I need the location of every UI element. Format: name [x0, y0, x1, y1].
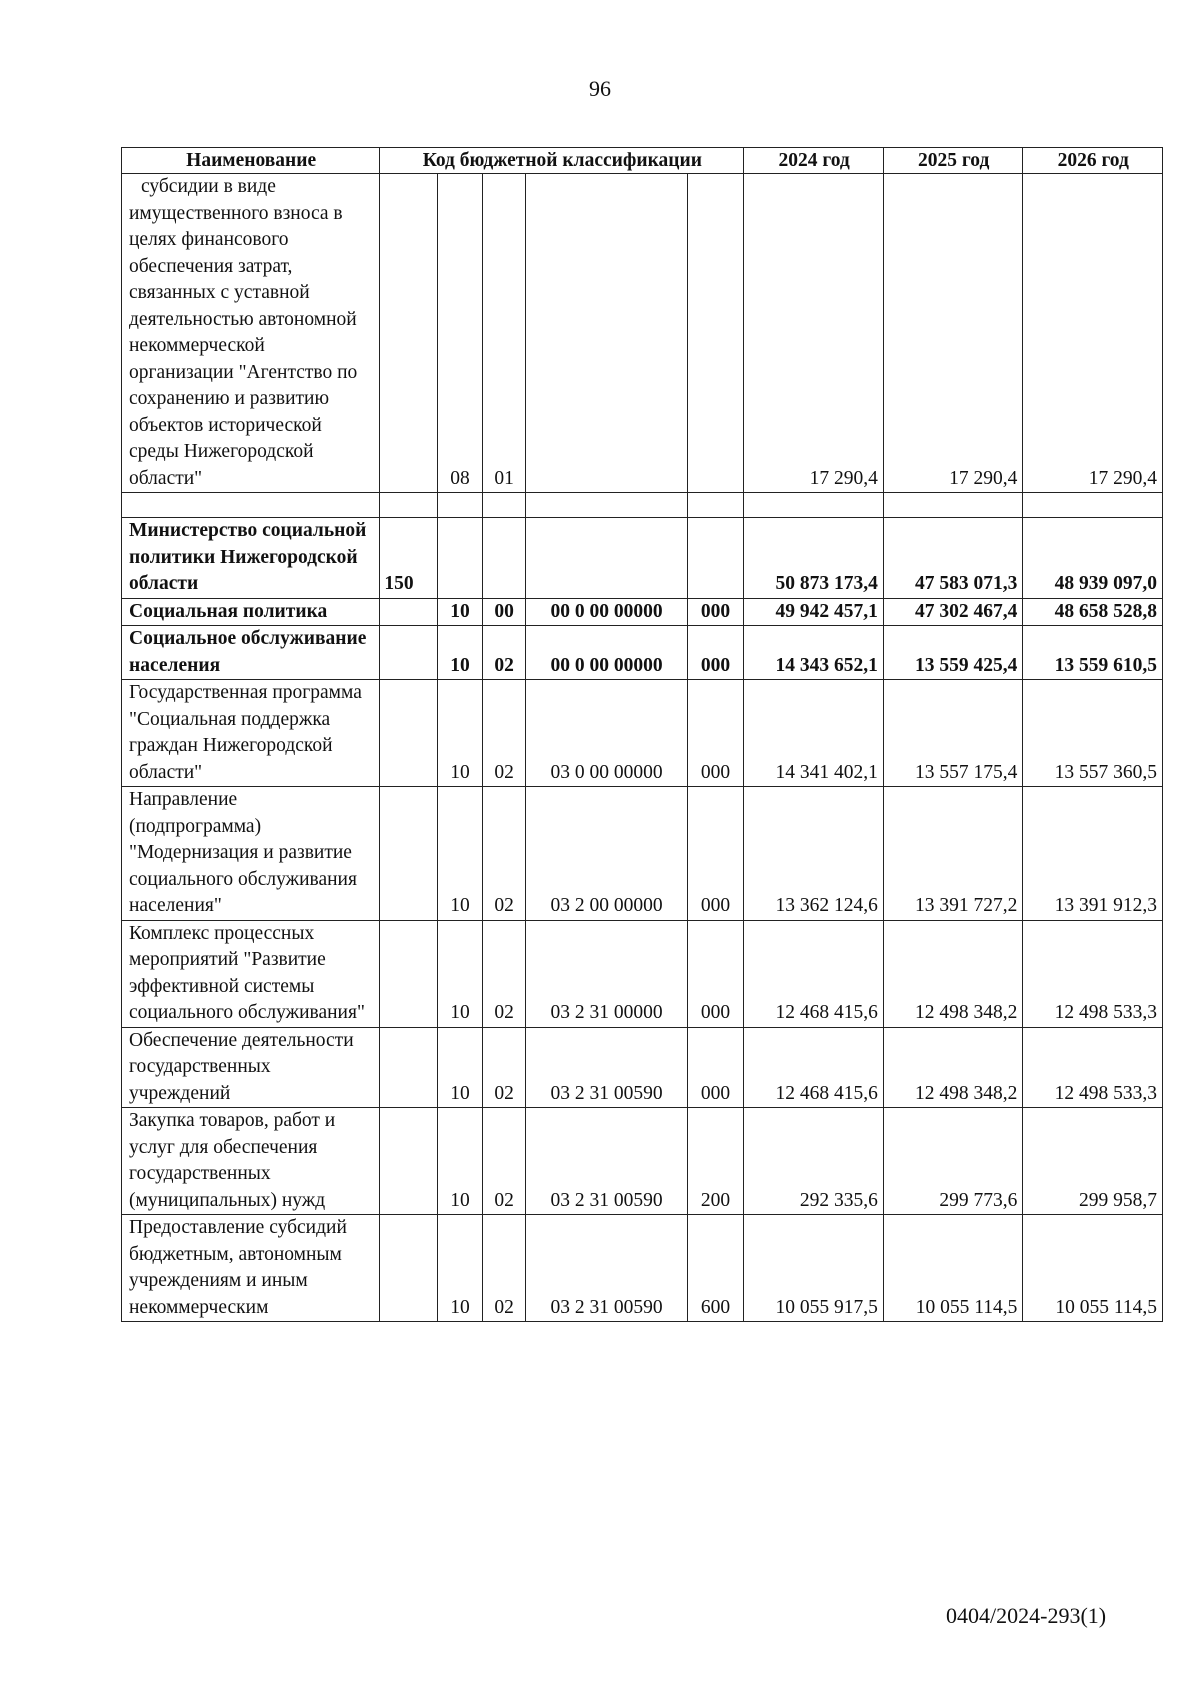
header-2024: 2024 год: [744, 148, 884, 174]
row-section: 10: [438, 598, 483, 626]
row-target: 03 2 31 00590: [526, 1108, 687, 1215]
row-subsection: 02: [482, 626, 526, 680]
row-2026: 13 557 360,5: [1023, 680, 1163, 787]
row-target: 03 2 31 00590: [526, 1215, 687, 1322]
row-target: 03 0 00 00000: [526, 680, 687, 787]
row-section: 10: [438, 1215, 483, 1322]
table-row: [122, 493, 1163, 518]
row-2026: [1023, 493, 1163, 518]
row-name: [122, 493, 380, 518]
row-2025: 17 290,4: [883, 174, 1023, 493]
row-section: 10: [438, 680, 483, 787]
row-ministry: 150: [380, 518, 438, 599]
row-2025: 13 557 175,4: [883, 680, 1023, 787]
table-row: [122, 1215, 1163, 1322]
row-2024: [744, 493, 884, 518]
row-2026: 10 055 114,5: [1023, 1215, 1163, 1322]
row-type: [687, 493, 744, 518]
row-subsection: 02: [482, 920, 526, 1027]
row-target: 00 0 00 00000: [526, 598, 687, 626]
row-subsection: 02: [482, 787, 526, 921]
row-2025: 13 391 727,2: [883, 787, 1023, 921]
row-target: 03 2 31 00590: [526, 1027, 687, 1108]
row-2025: [883, 493, 1023, 518]
row-type: 000: [687, 598, 744, 626]
row-2026: 12 498 533,3: [1023, 920, 1163, 1027]
table-row: [122, 518, 1163, 599]
row-name: Обеспечение деятельности государственных учреждений: [122, 1027, 380, 1108]
row-ministry: [380, 1027, 438, 1108]
row-ministry: [380, 174, 438, 493]
row-type: 600: [687, 1215, 744, 1322]
row-subsection: 02: [482, 680, 526, 787]
row-name: Направление (подпрограмма) "Модернизация и развитие социального обслуживания населения": [122, 787, 380, 921]
row-target: [526, 493, 687, 518]
table-row: [122, 598, 1163, 626]
row-2025: 12 498 348,2: [883, 920, 1023, 1027]
row-section: 10: [438, 1027, 483, 1108]
row-target: 03 2 00 00000: [526, 787, 687, 921]
row-2026: 13 391 912,3: [1023, 787, 1163, 921]
row-name: Закупка товаров, работ и услуг для обеспечения государственных (муниципальных) нужд: [122, 1108, 380, 1215]
row-ministry: [380, 680, 438, 787]
row-2025: 13 559 425,4: [883, 626, 1023, 680]
page-number: 96: [589, 76, 611, 101]
row-type: 200: [687, 1108, 744, 1215]
row-2025: 12 498 348,2: [883, 1027, 1023, 1108]
row-target: [526, 174, 687, 493]
table-row: [122, 1027, 1163, 1108]
row-ministry: [380, 787, 438, 921]
row-name: субсидии в виде имущественного взноса в целях финансового обеспечения затрат, связанных с уставной деятельностью автономной некоммерческой организации "Агентство по сохранению и развитию объектов исторической среды Нижегородской области": [122, 174, 380, 493]
row-ministry: [380, 920, 438, 1027]
row-2024: 10 055 917,5: [744, 1215, 884, 1322]
row-section: 10: [438, 920, 483, 1027]
row-2024: 50 873 173,4: [744, 518, 884, 599]
row-section: 10: [438, 1108, 483, 1215]
row-2024: 17 290,4: [744, 174, 884, 493]
row-2025: 47 583 071,3: [883, 518, 1023, 599]
row-subsection: [482, 518, 526, 599]
row-2024: 12 468 415,6: [744, 920, 884, 1027]
row-type: 000: [687, 1027, 744, 1108]
row-target: 00 0 00 00000: [526, 626, 687, 680]
row-2024: 49 942 457,1: [744, 598, 884, 626]
row-2025: 47 302 467,4: [883, 598, 1023, 626]
row-2026: 299 958,7: [1023, 1108, 1163, 1215]
row-name: Социальная политика: [122, 598, 380, 626]
row-subsection: 00: [482, 598, 526, 626]
header-name: Наименование: [122, 148, 380, 174]
budget-table: [121, 147, 1163, 1322]
row-section: 08: [438, 174, 483, 493]
row-ministry: [380, 1108, 438, 1215]
header-2025: 2025 год: [883, 148, 1023, 174]
row-2024: 12 468 415,6: [744, 1027, 884, 1108]
row-type: 000: [687, 920, 744, 1027]
row-type: 000: [687, 626, 744, 680]
row-2024: 14 341 402,1: [744, 680, 884, 787]
row-name: Социальное обслуживание населения: [122, 626, 380, 680]
row-2026: 13 559 610,5: [1023, 626, 1163, 680]
row-type: 000: [687, 680, 744, 787]
table-row: [122, 920, 1163, 1027]
row-2025: 10 055 114,5: [883, 1215, 1023, 1322]
row-2026: 48 939 097,0: [1023, 518, 1163, 599]
row-name: Министерство социальной политики Нижегородской области: [122, 518, 380, 599]
row-target: 03 2 31 00000: [526, 920, 687, 1027]
row-subsection: 02: [482, 1215, 526, 1322]
row-2026: 12 498 533,3: [1023, 1027, 1163, 1108]
table-row: [122, 626, 1163, 680]
row-section: 10: [438, 626, 483, 680]
row-subsection: 02: [482, 1108, 526, 1215]
header-2026: 2026 год: [1023, 148, 1163, 174]
row-section: [438, 518, 483, 599]
row-type: [687, 518, 744, 599]
row-2024: 14 343 652,1: [744, 626, 884, 680]
row-section: [438, 493, 483, 518]
row-subsection: 02: [482, 1027, 526, 1108]
table-row: [122, 174, 1163, 493]
table-row: [122, 680, 1163, 787]
row-name: Предоставление субсидий бюджетным, автономным учреждениям и иным некоммерческим: [122, 1215, 380, 1322]
row-ministry: [380, 626, 438, 680]
row-name: Государственная программа "Социальная поддержка граждан Нижегородской области": [122, 680, 380, 787]
row-2024: 292 335,6: [744, 1108, 884, 1215]
row-target: [526, 518, 687, 599]
document-code: 0404/2024-293(1): [946, 1603, 1107, 1628]
row-type: 000: [687, 787, 744, 921]
row-subsection: [482, 493, 526, 518]
row-section: 10: [438, 787, 483, 921]
row-ministry: [380, 493, 438, 518]
row-name: Комплекс процессных мероприятий "Развитие эффективной системы социального обслуживания": [122, 920, 380, 1027]
table-row: [122, 1108, 1163, 1215]
row-ministry: [380, 1215, 438, 1322]
row-subsection: 01: [482, 174, 526, 493]
row-2026: 48 658 528,8: [1023, 598, 1163, 626]
row-2024: 13 362 124,6: [744, 787, 884, 921]
table-header-row: [122, 148, 1163, 174]
row-2026: 17 290,4: [1023, 174, 1163, 493]
row-ministry: [380, 598, 438, 626]
row-2025: 299 773,6: [883, 1108, 1023, 1215]
header-code: Код бюджетной классификации: [380, 148, 744, 174]
row-type: [687, 174, 744, 493]
table-row: [122, 787, 1163, 921]
